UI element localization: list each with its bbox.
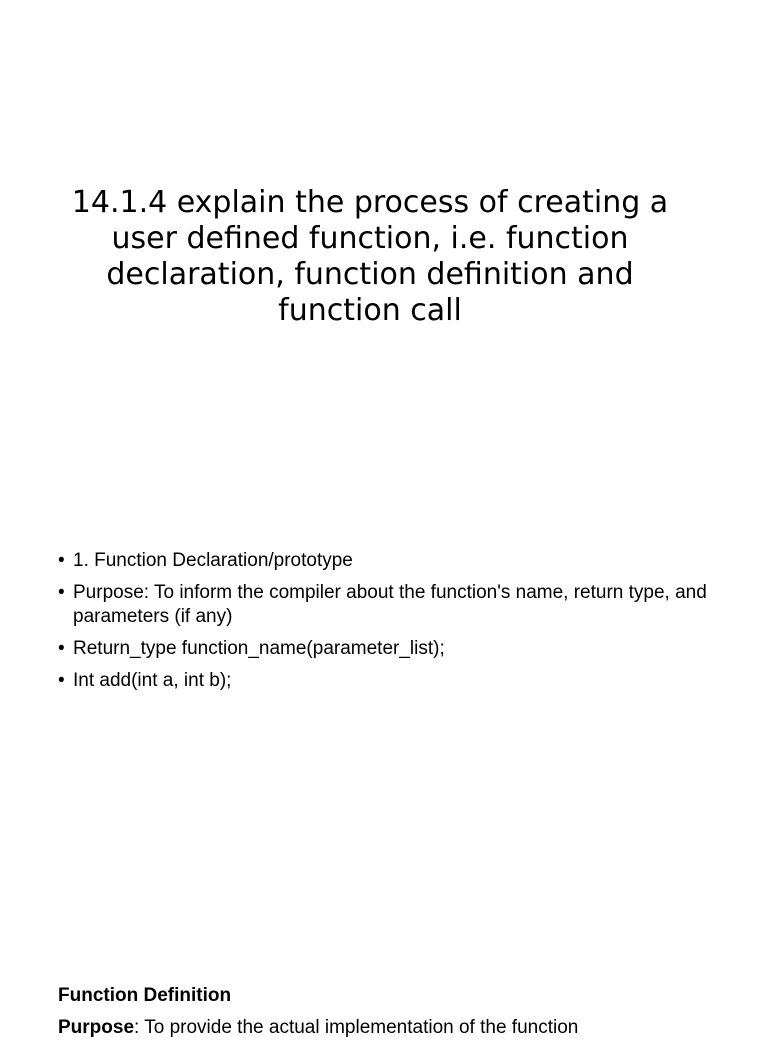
slide-title: 14.1.4 explain the process of creating a user defined function, i.e. function declaration, function definition and function call: [71, 185, 669, 328]
bullet-text: Return_type function_name(parameter_list);: [73, 638, 445, 659]
bullet-icon: •: [58, 670, 65, 691]
list-item: [58, 549, 708, 573]
purpose-label: Purpose: [58, 1017, 135, 1038]
bullet-text: Purpose: To inform the compiler about the function's name, return type, and parameters (if any): [73, 582, 707, 627]
purpose-line: [58, 1016, 578, 1040]
bullet-icon: •: [58, 550, 65, 571]
section-heading: Function Definition: [58, 985, 232, 1006]
bullet-icon: •: [58, 582, 65, 603]
purpose-text: : To provide the actual implementation of the function: [134, 1017, 579, 1038]
list-item: [58, 581, 708, 629]
bullet-icon: •: [58, 638, 65, 659]
list-item: [58, 669, 708, 693]
bullet-text: 1. Function Declaration/prototype: [73, 550, 353, 571]
list-item: [58, 637, 708, 661]
bullet-text: Int add(int a, int b);: [73, 670, 232, 691]
bullet-list: [58, 549, 708, 701]
